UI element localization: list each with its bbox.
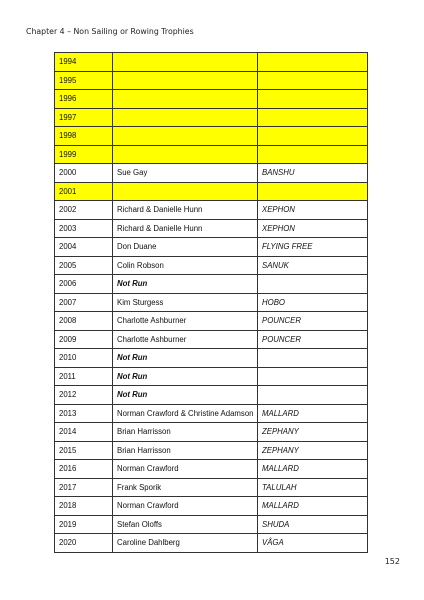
table-row	[55, 145, 368, 164]
boat-cell	[258, 90, 368, 109]
table-row	[55, 534, 368, 553]
table-row	[55, 404, 368, 423]
winner-cell: Stefan Oloffs	[113, 515, 258, 534]
winner-cell	[113, 53, 258, 72]
winner-cell: Norman Crawford	[113, 497, 258, 516]
year-cell: 1995	[55, 71, 113, 90]
winner-cell	[113, 145, 258, 164]
winner-cell: Colin Robson	[113, 256, 258, 275]
winner-cell: Not Run	[113, 349, 258, 368]
boat-cell: MALLARD	[258, 404, 368, 423]
table-row	[55, 349, 368, 368]
table-row	[55, 275, 368, 294]
trophy-table	[54, 52, 368, 553]
boat-cell	[258, 127, 368, 146]
table-row	[55, 423, 368, 442]
table-row	[55, 330, 368, 349]
table-row	[55, 108, 368, 127]
year-cell: 2013	[55, 404, 113, 423]
boat-cell: HOBO	[258, 293, 368, 312]
winner-cell: Kim Sturgess	[113, 293, 258, 312]
boat-cell: BANSHU	[258, 164, 368, 183]
page-number: 152	[384, 557, 400, 566]
winner-cell	[113, 90, 258, 109]
boat-cell: FLYING FREE	[258, 238, 368, 257]
winner-cell: Don Duane	[113, 238, 258, 257]
table-row	[55, 164, 368, 183]
table-row	[55, 460, 368, 479]
winner-cell	[113, 182, 258, 201]
year-cell: 2014	[55, 423, 113, 442]
winner-cell	[113, 127, 258, 146]
table-row	[55, 182, 368, 201]
year-cell: 2005	[55, 256, 113, 275]
year-cell: 2003	[55, 219, 113, 238]
year-cell: 2010	[55, 349, 113, 368]
trophy-table-body	[55, 53, 368, 553]
boat-cell	[258, 367, 368, 386]
year-cell: 2000	[55, 164, 113, 183]
winner-cell: Richard & Danielle Hunn	[113, 201, 258, 220]
boat-cell: POUNCER	[258, 312, 368, 331]
boat-cell: TALULAH	[258, 478, 368, 497]
boat-cell	[258, 275, 368, 294]
boat-cell: ZEPHANY	[258, 441, 368, 460]
table-row	[55, 367, 368, 386]
year-cell: 2002	[55, 201, 113, 220]
year-cell: 2009	[55, 330, 113, 349]
table-row	[55, 90, 368, 109]
boat-cell: SHUDA	[258, 515, 368, 534]
table-row	[55, 293, 368, 312]
winner-cell: Brian Harrisson	[113, 423, 258, 442]
boat-cell	[258, 108, 368, 127]
table-row	[55, 238, 368, 257]
year-cell: 1996	[55, 90, 113, 109]
winner-cell: Charlotte Ashburner	[113, 330, 258, 349]
winner-cell: Norman Crawford & Christine Adamson	[113, 404, 258, 423]
table-row	[55, 312, 368, 331]
boat-cell	[258, 53, 368, 72]
boat-cell: MALLARD	[258, 497, 368, 516]
table-row	[55, 219, 368, 238]
winner-cell: Not Run	[113, 367, 258, 386]
table-row	[55, 71, 368, 90]
year-cell: 2006	[55, 275, 113, 294]
table-row	[55, 386, 368, 405]
year-cell: 2017	[55, 478, 113, 497]
boat-cell: XEPHON	[258, 201, 368, 220]
table-row	[55, 497, 368, 516]
table-row	[55, 127, 368, 146]
year-cell: 2008	[55, 312, 113, 331]
table-row	[55, 478, 368, 497]
winner-cell: Charlotte Ashburner	[113, 312, 258, 331]
winner-cell: Not Run	[113, 386, 258, 405]
boat-cell	[258, 145, 368, 164]
boat-cell: VÅGA	[258, 534, 368, 553]
boat-cell: POUNCER	[258, 330, 368, 349]
year-cell: 2018	[55, 497, 113, 516]
boat-cell	[258, 349, 368, 368]
year-cell: 2012	[55, 386, 113, 405]
boat-cell: MALLARD	[258, 460, 368, 479]
winner-cell: Caroline Dahlberg	[113, 534, 258, 553]
year-cell: 2016	[55, 460, 113, 479]
winner-cell: Norman Crawford	[113, 460, 258, 479]
year-cell: 2007	[55, 293, 113, 312]
table-row	[55, 441, 368, 460]
boat-cell	[258, 386, 368, 405]
table-row	[55, 515, 368, 534]
year-cell: 1999	[55, 145, 113, 164]
winner-cell	[113, 71, 258, 90]
year-cell: 2011	[55, 367, 113, 386]
year-cell: 1994	[55, 53, 113, 72]
table-row	[55, 53, 368, 72]
winner-cell: Richard & Danielle Hunn	[113, 219, 258, 238]
boat-cell: SANUK	[258, 256, 368, 275]
boat-cell: XEPHON	[258, 219, 368, 238]
year-cell: 2001	[55, 182, 113, 201]
winner-cell: Brian Harrisson	[113, 441, 258, 460]
winner-cell	[113, 108, 258, 127]
year-cell: 2019	[55, 515, 113, 534]
year-cell: 2004	[55, 238, 113, 257]
chapter-header: Chapter 4 – Non Sailing or Rowing Trophies	[26, 27, 194, 36]
boat-cell: ZEPHANY	[258, 423, 368, 442]
winner-cell: Sue Gay	[113, 164, 258, 183]
year-cell: 2020	[55, 534, 113, 553]
winner-cell: Frank Sporik	[113, 478, 258, 497]
boat-cell	[258, 71, 368, 90]
year-cell: 1998	[55, 127, 113, 146]
table-row	[55, 201, 368, 220]
year-cell: 1997	[55, 108, 113, 127]
year-cell: 2015	[55, 441, 113, 460]
table-row	[55, 256, 368, 275]
boat-cell	[258, 182, 368, 201]
winner-cell: Not Run	[113, 275, 258, 294]
